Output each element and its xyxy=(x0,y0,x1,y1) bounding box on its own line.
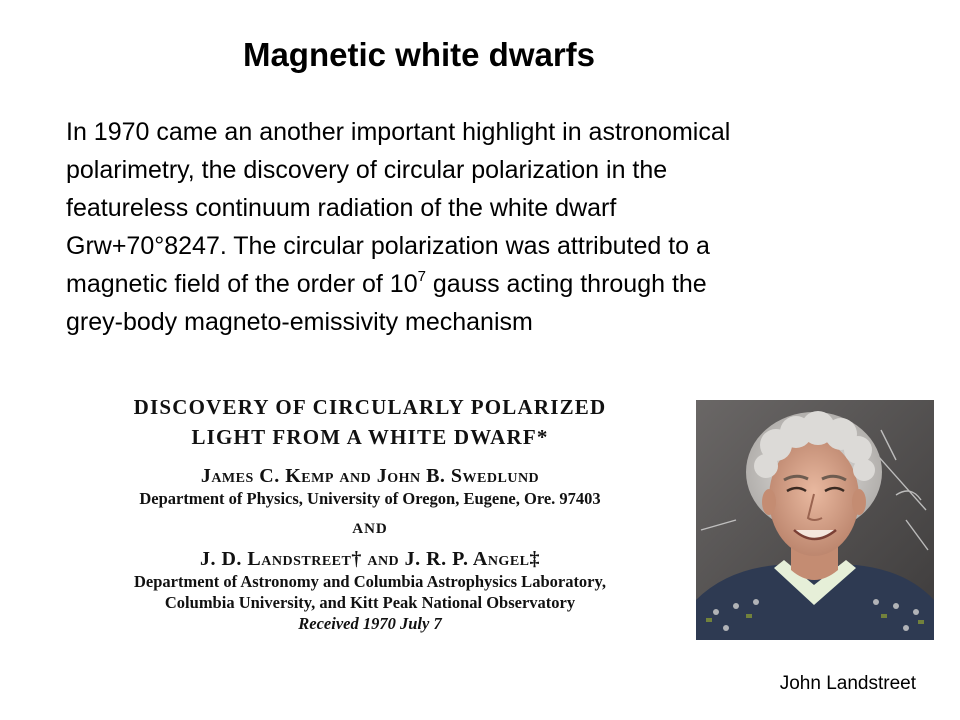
body-text-segment: gauss acting through the xyxy=(425,270,707,298)
paper-affiliation: Columbia University, and Kitt Peak National Observatory xyxy=(164,593,576,612)
body-paragraph xyxy=(66,113,926,341)
paper-affiliation: Department of Astronomy and Columbia Astrophysics Laboratory, xyxy=(134,572,606,591)
paper-and: AND xyxy=(352,521,388,537)
paper-authors: J. D. Landstreet† and J. R. P. Angel‡ xyxy=(199,548,541,570)
body-text-segment: magnetic field of the order of 10 xyxy=(66,270,418,298)
body-line: featureless continuum radiation of the white dwarf xyxy=(66,194,617,222)
paper-received-date: Received 1970 July 7 xyxy=(298,614,442,633)
paper-header-excerpt xyxy=(60,392,680,635)
photo-caption: John Landstreet xyxy=(779,673,916,694)
body-line xyxy=(66,265,926,303)
paper-affiliation: Department of Physics, University of Oregon, Eugene, Ore. 97403 xyxy=(139,489,601,508)
paper-title-line: DISCOVERY OF CIRCULARLY POLARIZED xyxy=(133,395,607,419)
exponent: 7 xyxy=(417,268,426,285)
body-line: Grw+70°8247. The circular polarization was attributed to a xyxy=(66,232,710,260)
portrait-photo xyxy=(696,400,934,640)
body-line: polarimetry, the discovery of circular polarization in the xyxy=(66,156,668,184)
portrait-illustration xyxy=(696,400,934,640)
slide-title: Magnetic white dwarfs xyxy=(242,36,596,73)
body-line: grey-body magneto-emissivity mechanism xyxy=(66,308,533,336)
paper-title-line: LIGHT FROM A WHITE DWARF* xyxy=(191,425,549,449)
paper-authors: James C. Kemp and John B. Swedlund xyxy=(200,465,540,487)
body-line: In 1970 came an another important highlight in astronomical xyxy=(66,118,731,146)
